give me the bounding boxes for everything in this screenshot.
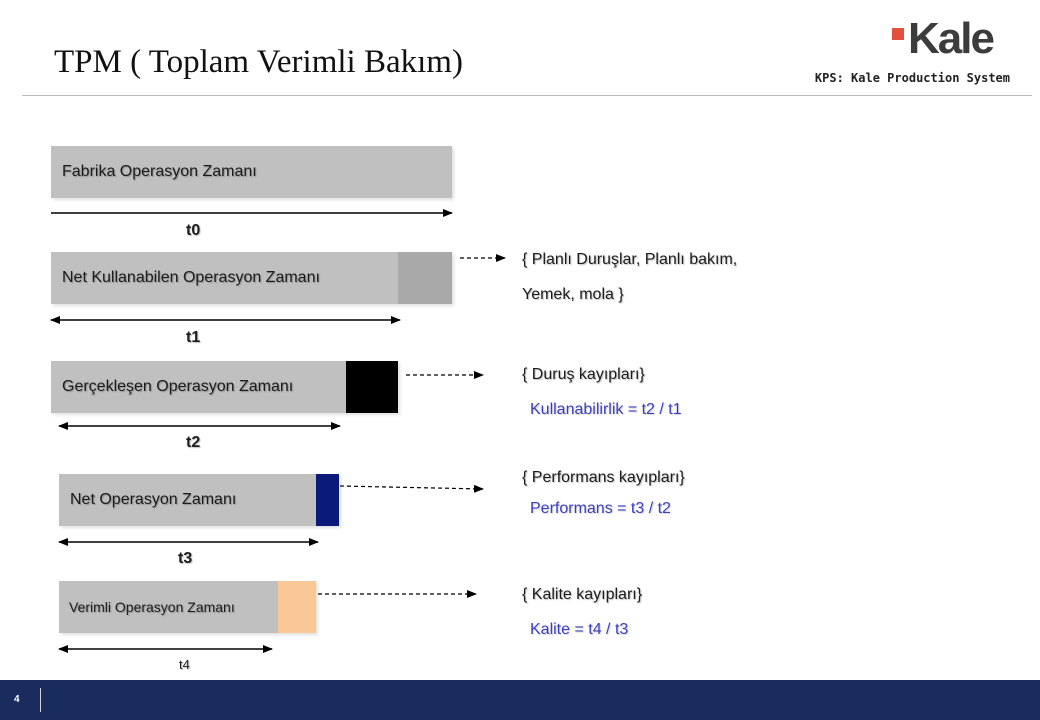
bar-label: Fabrika Operasyon Zamanı — [62, 163, 257, 180]
footer-divider — [40, 688, 41, 712]
page-title: TPM ( Toplam Verimli Bakım) — [54, 44, 463, 80]
time-label-t1: t1 — [186, 329, 201, 346]
page-number: 4 — [14, 694, 20, 705]
note-performance-losses: { Performans kayıpları} — [522, 469, 685, 486]
note-planned-losses-line1: { Planlı Duruşlar, Planlı bakım, — [522, 251, 738, 268]
logo-text: Kale — [908, 14, 993, 63]
time-label-t3: t3 — [178, 550, 193, 567]
note-downtime-losses: { Duruş kayıpları} — [522, 366, 645, 383]
time-label-t0: t0 — [186, 222, 201, 239]
time-label-t2: t2 — [186, 434, 201, 451]
loss-arrow-performance — [340, 486, 483, 489]
bar-label: Verimli Operasyon Zamanı — [69, 599, 235, 615]
note-planned-losses-line2: Yemek, mola } — [522, 286, 624, 303]
formula-quality: Kalite = t4 / t3 — [530, 621, 629, 638]
note-quality-losses: { Kalite kayıpları} — [522, 586, 643, 603]
time-label-t4: t4 — [179, 657, 190, 672]
header-subtitle: KPS: Kale Production System — [814, 71, 1010, 85]
bar-label: Net Operasyon Zamanı — [70, 491, 237, 508]
bar-label: Gerçekleşen Operasyon Zamanı — [62, 378, 294, 395]
bar-label: Net Kullanabilen Operasyon Zamanı — [62, 269, 320, 286]
footer-bar — [0, 680, 1040, 720]
formula-performance: Performans = t3 / t2 — [530, 500, 671, 517]
formula-availability: Kullanabilirlik = t2 / t1 — [530, 401, 682, 418]
